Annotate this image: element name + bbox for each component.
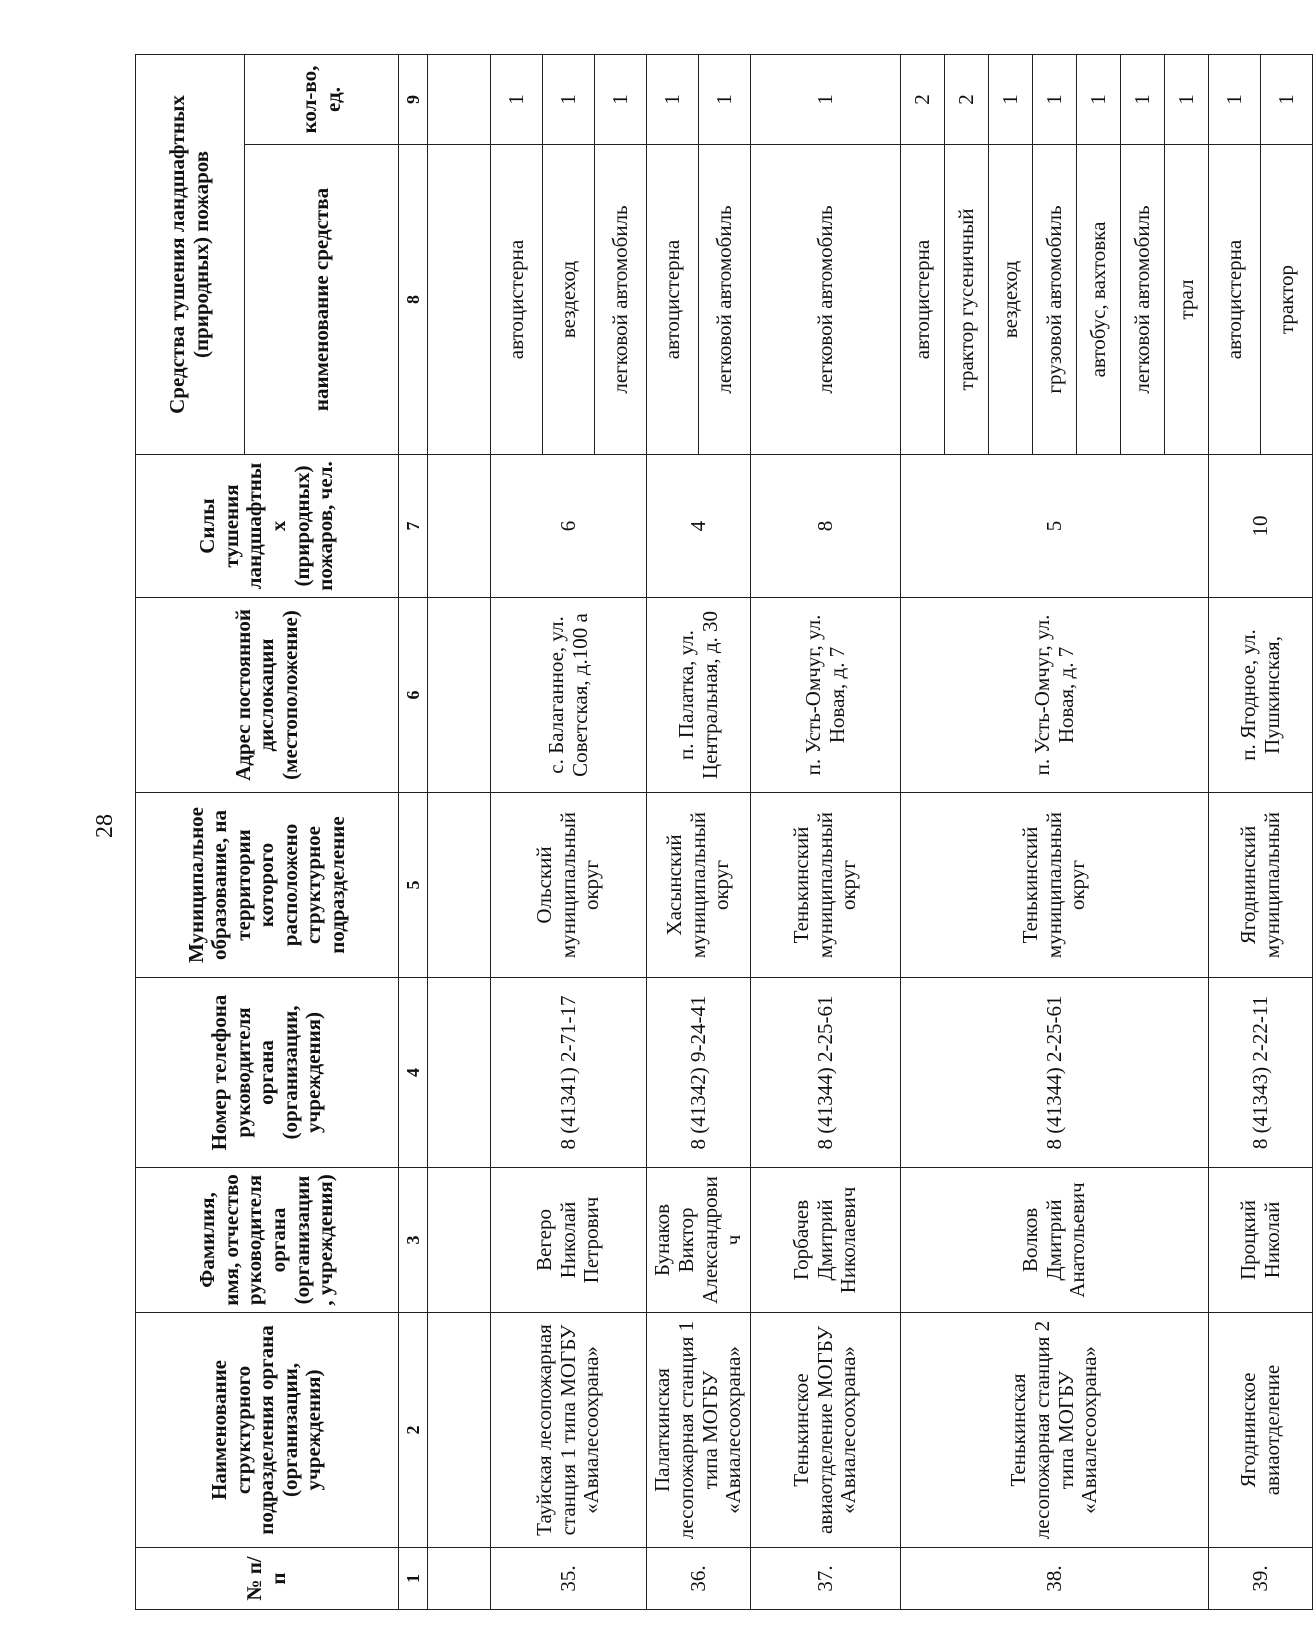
cell-municipality: Тенькинский муниципальный округ <box>901 793 1209 978</box>
header-municipality: Муниципальное образование, на территории которого расположено структурное подразделение <box>136 793 399 978</box>
cell-means-count: 1 <box>751 54 901 144</box>
column-number: 2 <box>399 1313 428 1548</box>
cell-forces: 5 <box>901 455 1209 598</box>
table-row <box>1209 54 1261 1609</box>
table-row <box>751 54 901 1609</box>
column-number: 3 <box>399 1168 428 1313</box>
cell-name: Тауйская лесопожарная станция 1 типа МОГБУ «Авиалесоохрана» <box>491 1313 647 1548</box>
column-number: 1 <box>399 1548 428 1610</box>
cell-means-count: 1 <box>989 54 1033 144</box>
header-means-name: наименование средства <box>245 145 399 455</box>
cell-num: 39. <box>1209 1548 1313 1610</box>
column-number: 5 <box>399 793 428 978</box>
page-number: 28 <box>92 814 118 838</box>
cell-address: п. Усть-Омчуг, ул. Новая, д. 7 <box>901 598 1209 793</box>
cell-phone: 8 (41341) 2-71-17 <box>491 978 647 1168</box>
cell-means-count: 1 <box>647 54 699 144</box>
cell-phone: 8 (41343) 2-22-11 <box>1209 978 1313 1168</box>
cell-num: 35. <box>491 1548 647 1610</box>
cell-means-count: 1 <box>1165 54 1209 144</box>
cell-phone: 8 (41344) 2-25-61 <box>751 978 901 1168</box>
cell-means-name: автоцистерна <box>491 145 543 455</box>
header-num: № п/п <box>136 1548 399 1610</box>
cell-means-count: 2 <box>901 54 945 144</box>
cell-phone: 8 (41344) 2-25-61 <box>901 978 1209 1168</box>
header-forces: Силы тушения ландшафтных (природных) пожаров, чел. <box>136 455 399 598</box>
cell-num: 36. <box>647 1548 751 1610</box>
column-number: 4 <box>399 978 428 1168</box>
header-phone: Номер телефона руководителя органа (организации, учреждения) <box>136 978 399 1168</box>
cell-means-count: 1 <box>1209 54 1261 144</box>
cell-means-count: 1 <box>1033 54 1077 144</box>
cell-means-count: 1 <box>1121 54 1165 144</box>
cell-means-name: трактор гусеничный <box>945 145 989 455</box>
cell-means-name: грузовой автомобиль <box>1033 145 1077 455</box>
column-number: 6 <box>399 598 428 793</box>
table-viewport <box>135 55 1298 1610</box>
cell-name: Ягоднинское авиаотделение <box>1209 1313 1313 1548</box>
table-row <box>901 54 945 1609</box>
cell-head: Вегеро Николай Петрович <box>491 1168 647 1313</box>
cell-means-count: 2 <box>945 54 989 144</box>
fire-forces-table <box>135 54 1313 1610</box>
cell-head: Горбачев Дмитрий Николаевич <box>751 1168 901 1313</box>
cell-phone: 8 (41342) 9-24-41 <box>647 978 751 1168</box>
cell-means-name: автоцистерна <box>647 145 699 455</box>
cell-name: Палаткинская лесопожарная станция 1 типа МОГБУ «Авиалесоохрана» <box>647 1313 751 1548</box>
cell-means-name: легковой автомобиль <box>699 145 751 455</box>
cell-means-count: 1 <box>543 54 595 144</box>
cell-forces: 4 <box>647 455 751 598</box>
column-number: 9 <box>399 54 428 144</box>
cell-head: Бунаков Виктор Александрович <box>647 1168 751 1313</box>
table-row <box>647 54 699 1609</box>
cell-forces: 10 <box>1209 455 1313 598</box>
cell-municipality: Ягоднинский муниципальный <box>1209 793 1313 978</box>
table-body <box>491 54 1313 1609</box>
column-number: 7 <box>399 455 428 598</box>
cell-head: Процкий Николай <box>1209 1168 1313 1313</box>
cell-means-count: 1 <box>1261 54 1313 144</box>
table-row <box>491 54 543 1609</box>
cell-means-name: легковой автомобиль <box>595 145 647 455</box>
column-number: 8 <box>399 145 428 455</box>
column-numbers-row <box>399 54 428 1609</box>
cell-address: п. Палатка, ул. Центральная, д. 30 <box>647 598 751 793</box>
cell-name: Тенькинское авиаотделение МОГБУ «Авиалесоохрана» <box>751 1313 901 1548</box>
cell-municipality: Тенькинский муниципальный округ <box>751 793 901 978</box>
header-means: Средства тушения ландшафтных (природных) пожаров <box>136 54 245 454</box>
cell-means-count: 1 <box>699 54 751 144</box>
cell-means-count: 1 <box>1077 54 1121 144</box>
cell-means-name: автоцистерна <box>901 145 945 455</box>
cell-address: п. Ягодное, ул. Пушкинская, <box>1209 598 1313 793</box>
rotated-table-container <box>135 55 1298 1610</box>
cell-num: 37. <box>751 1548 901 1610</box>
cell-means-count: 1 <box>491 54 543 144</box>
cell-forces: 6 <box>491 455 647 598</box>
cell-head: Волков Дмитрий Анатольевич <box>901 1168 1209 1313</box>
cell-means-name: автобус, вахтовка <box>1077 145 1121 455</box>
header-row <box>136 54 245 1609</box>
cell-means-name: легковой автомобиль <box>751 145 901 455</box>
header-means-count: кол-во, ед. <box>245 54 399 144</box>
cell-address: п. Усть-Омчуг, ул. Новая, д. 7 <box>751 598 901 793</box>
cell-means-name: автоцистерна <box>1209 145 1261 455</box>
cell-municipality: Хасынский муниципальный округ <box>647 793 751 978</box>
empty-row <box>428 54 491 1609</box>
cell-means-name: легковой автомобиль <box>1121 145 1165 455</box>
header-head: Фамилия, имя, отчество руководителя органа (организации, учреждения) <box>136 1168 399 1313</box>
cell-address: с. Балаганное, ул. Советская, д.100 а <box>491 598 647 793</box>
cell-name: Тенькинская лесопожарная станция 2 типа МОГБУ «Авиалесоохрана» <box>901 1313 1209 1548</box>
cell-means-name: вездеход <box>989 145 1033 455</box>
header-address: Адрес постоянной дислокации (местоположение) <box>136 598 399 793</box>
header-name: Наименование структурного подразделения органа (организации, учреждения) <box>136 1313 399 1548</box>
cell-num: 38. <box>901 1548 1209 1610</box>
cell-means-count: 1 <box>595 54 647 144</box>
cell-means-name: трактор <box>1261 145 1313 455</box>
cell-means-name: вездеход <box>543 145 595 455</box>
cell-municipality: Ольский муниципальный округ <box>491 793 647 978</box>
cell-means-name: трал <box>1165 145 1209 455</box>
cell-forces: 8 <box>751 455 901 598</box>
